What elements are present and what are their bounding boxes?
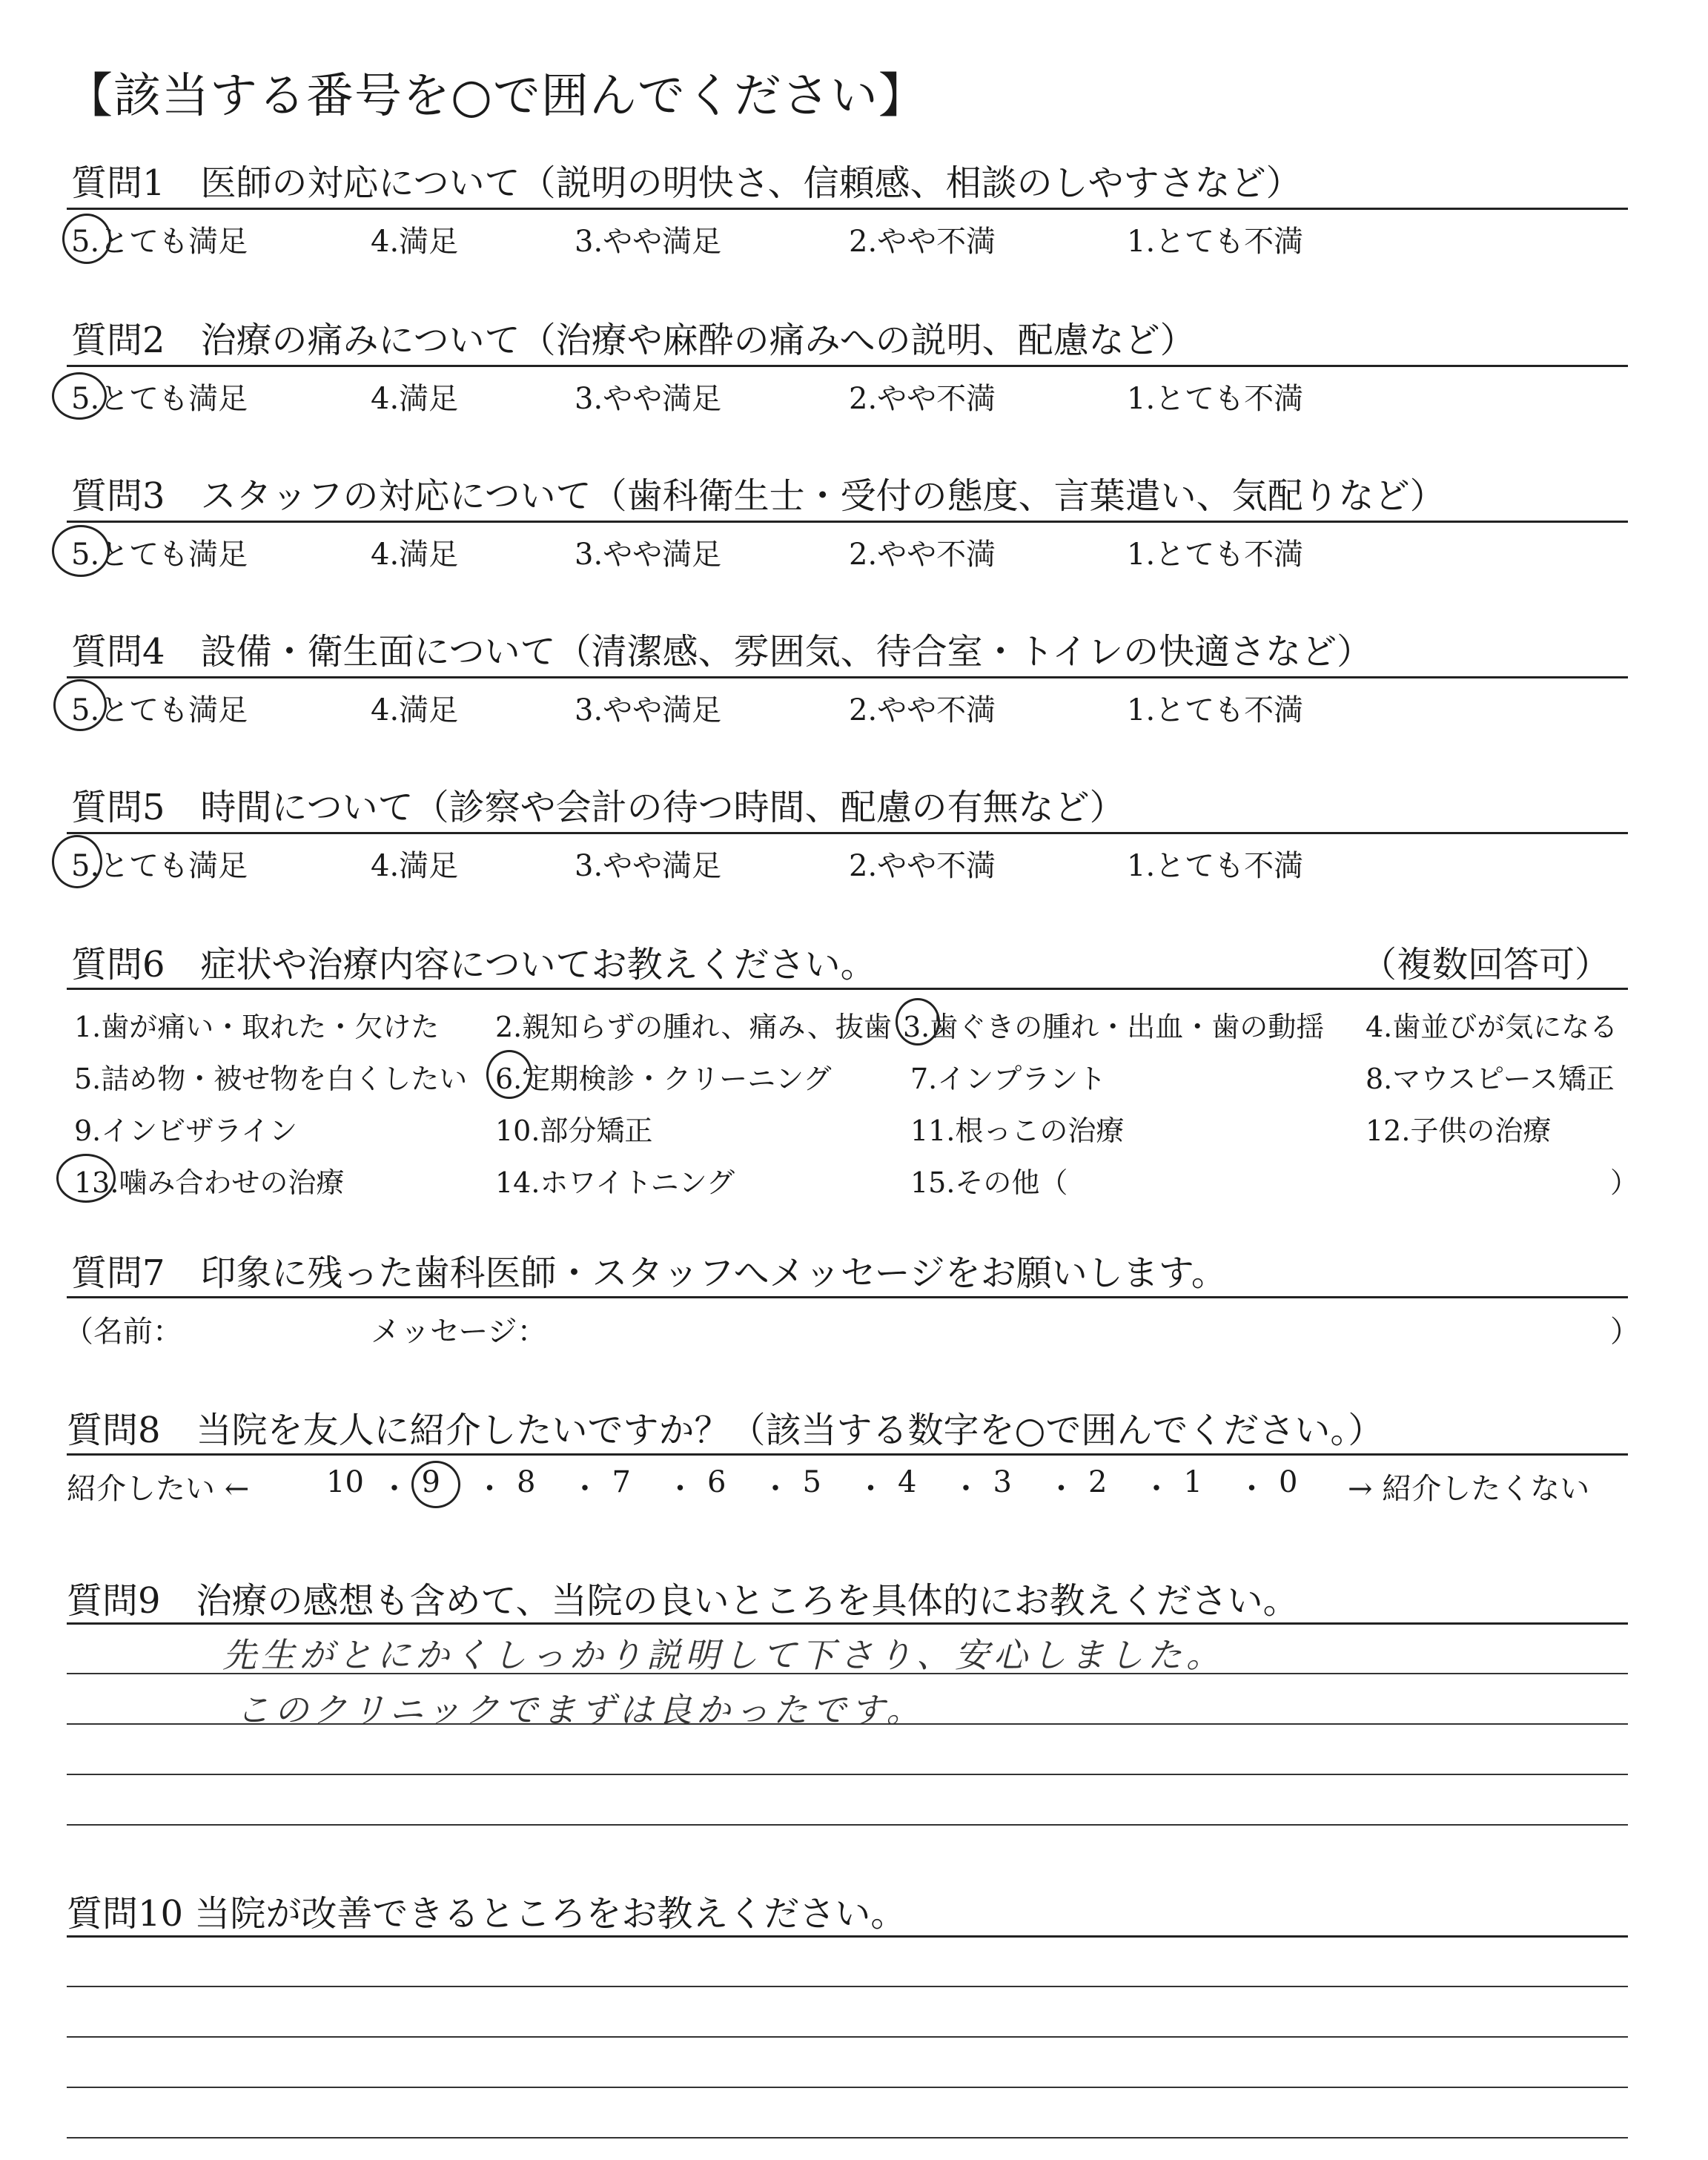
q6-item-6[interactable]: 6.定期検診・クリーニング (495, 1063, 832, 1095)
q4-option-4[interactable]: 4.満足 (371, 693, 459, 727)
q10-line-1[interactable] (67, 1935, 1628, 1938)
q2-option-5[interactable]: 5.とても満足 (71, 382, 248, 416)
q6-item-15[interactable]: 15.その他（ (910, 1166, 1068, 1199)
q10-line-3[interactable] (67, 2036, 1628, 2038)
q6-item-5[interactable]: 5.詰め物・被せ物を白くしたい (74, 1063, 468, 1095)
q2-option-1[interactable]: 1.とても不満 (1127, 382, 1304, 416)
q4-answer-circle (53, 679, 107, 731)
q5-option-4[interactable]: 4.満足 (371, 849, 459, 883)
q8-scale-1[interactable]: 1 (1183, 1465, 1202, 1499)
q4-option-2[interactable]: 2.やや不満 (849, 693, 996, 727)
q6-item-3[interactable]: 3.歯ぐきの腫れ・出血・歯の動揺 (903, 1011, 1325, 1043)
q1-option-1[interactable]: 1.とても不満 (1127, 225, 1304, 259)
q6-item-11[interactable]: 11.根っこの治療 (910, 1114, 1125, 1147)
q5-option-5[interactable]: 5.とても満足 (71, 849, 248, 883)
q8-scale-10[interactable]: 10 (326, 1465, 364, 1499)
question-2-title: 質問2 治療の痛みについて（治療や麻酔の痛みへの説明、配慮など） (71, 320, 1196, 361)
q9-line-5 (67, 1824, 1628, 1826)
q10-line-2[interactable] (67, 1986, 1628, 1987)
q3-option-2[interactable]: 2.やや不満 (849, 538, 996, 572)
q6-item-12[interactable]: 12.子供の治療 (1366, 1114, 1552, 1147)
q8-scale-2[interactable]: 2 (1088, 1465, 1108, 1499)
q6-item-13[interactable]: 13.噛み合わせの治療 (74, 1166, 345, 1199)
q6-selected-circle-13 (56, 1154, 116, 1203)
q3-answer-circle (52, 525, 110, 577)
question-3-title: 質問3 スタッフの対応について（歯科衛生士・受付の態度、言葉遣い、気配りなど） (71, 475, 1446, 517)
q7-close-paren: ） (1610, 1315, 1640, 1349)
q8-separator-dot: ・ (1237, 1472, 1267, 1506)
q3-option-3[interactable]: 3.やや満足 (575, 538, 722, 572)
q8-separator-dot: ・ (380, 1472, 409, 1506)
question-5-title: 質問5 時間について（診察や会計の待つ時間、配慮の有無など） (71, 787, 1125, 828)
q6-item-14[interactable]: 14.ホワイトニング (495, 1166, 735, 1199)
q8-separator-dot: ・ (1142, 1472, 1171, 1506)
q4-option-1[interactable]: 1.とても不満 (1127, 693, 1304, 727)
q9-handwritten-answer-line-2: このクリニックでまずは良かったです。 (236, 1690, 925, 1730)
q2-option-3[interactable]: 3.やや満足 (575, 382, 722, 416)
q7-message-label: メッセージ： (371, 1315, 547, 1349)
q6-selected-circle-3 (896, 998, 940, 1046)
q7-name-label: （名前： (64, 1315, 182, 1349)
question-8-title: 質問8 当院を友人に紹介したいですか？（該当する数字を○で囲んでください。） (67, 1410, 1384, 1451)
q8-separator-dot: ・ (761, 1472, 790, 1506)
q8-scale-5[interactable]: 5 (802, 1465, 821, 1499)
q6-item-8[interactable]: 8.マウスピース矯正 (1366, 1063, 1615, 1095)
question-1-title: 質問1 医師の対応について（説明の明快さ、信頼感、相談のしやすさなど） (71, 162, 1302, 204)
q8-selected-circle (411, 1461, 460, 1508)
question-2-rule (67, 365, 1628, 367)
q6-item-4[interactable]: 4.歯並びが気になる (1366, 1011, 1618, 1043)
q10-line-5[interactable] (67, 2137, 1628, 2138)
q6-item-10[interactable]: 10.部分矯正 (495, 1114, 653, 1147)
q5-option-2[interactable]: 2.やや不満 (849, 849, 996, 883)
q2-option-2[interactable]: 2.やや不満 (849, 382, 996, 416)
q10-line-4[interactable] (67, 2087, 1628, 2088)
q6-selected-circle-6 (486, 1050, 532, 1099)
q8-left-label: 紹介したい ← (67, 1472, 250, 1506)
page-title: 【該当する番号を○で囲んでください】 (65, 69, 927, 124)
q4-option-5[interactable]: 5.とても満足 (71, 693, 248, 727)
question-4-rule (67, 676, 1628, 678)
q5-option-3[interactable]: 3.やや満足 (575, 849, 722, 883)
q8-separator-dot: ・ (855, 1472, 886, 1506)
q2-option-4[interactable]: 4.満足 (371, 382, 459, 416)
q3-option-1[interactable]: 1.とても不満 (1127, 538, 1304, 572)
q8-scale-9[interactable]: 9 (421, 1465, 440, 1499)
q6-item-2[interactable]: 2.親知らずの腫れ、痛み、抜歯 (495, 1011, 892, 1043)
q5-option-1[interactable]: 1.とても不満 (1127, 849, 1304, 883)
q5-answer-circle (52, 835, 102, 888)
q9-line-1 (67, 1622, 1628, 1625)
q8-separator-dot: ・ (474, 1472, 505, 1506)
q1-option-5[interactable]: 5.とても満足 (71, 225, 248, 259)
q8-separator-dot: ・ (951, 1472, 981, 1506)
q1-option-4[interactable]: 4.満足 (371, 225, 459, 259)
question-6-title: 質問6 症状や治療内容についてお教えください。 (71, 944, 876, 985)
question-6-rule (67, 988, 1628, 990)
q8-scale-3[interactable]: 3 (993, 1465, 1012, 1499)
q1-option-2[interactable]: 2.やや不満 (849, 225, 996, 259)
q6-item-1[interactable]: 1.歯が痛い・取れた・欠けた (74, 1011, 440, 1043)
q3-option-5[interactable]: 5.とても満足 (71, 538, 248, 572)
q8-scale-4[interactable]: 4 (898, 1465, 917, 1499)
question-3-rule (67, 521, 1628, 523)
q6-item-9[interactable]: 9.インビザライン (74, 1114, 298, 1147)
question-4-title: 質問4 設備・衛生面について（清潔感、雰囲気、待合室・トイレの快適さなど） (71, 631, 1373, 673)
question-6-note: （複数回答可） (1361, 944, 1611, 985)
q6-item-15-close: ） (1610, 1166, 1639, 1199)
q4-option-3[interactable]: 3.やや満足 (575, 693, 722, 727)
q8-scale-0[interactable]: 0 (1279, 1465, 1298, 1499)
q6-item-7[interactable]: 7.インプラント (910, 1063, 1107, 1095)
q1-option-3[interactable]: 3.やや満足 (575, 225, 722, 259)
q3-option-4[interactable]: 4.満足 (371, 538, 459, 572)
q8-separator-dot: ・ (665, 1472, 695, 1506)
q9-handwritten-answer-line-1: 先生がとにかくしっかり説明して下さり、安心しました。 (222, 1635, 1225, 1675)
question-5-rule (67, 832, 1628, 834)
question-7-title: 質問7 印象に残った歯科医師・スタッフへメッセージをお願いします。 (71, 1252, 1227, 1294)
q8-right-label: → 紹介したくない (1348, 1472, 1590, 1506)
question-10-title: 質問10 当院が改善できるところをお教えください。 (67, 1893, 907, 1935)
question-7-rule (67, 1296, 1628, 1298)
q8-separator-dot: ・ (570, 1472, 600, 1506)
q8-scale-8[interactable]: 8 (517, 1465, 536, 1499)
q1-answer-circle (62, 214, 111, 264)
q8-scale-7[interactable]: 7 (612, 1465, 631, 1499)
q8-separator-dot: ・ (1046, 1472, 1076, 1506)
q9-line-4 (67, 1774, 1628, 1775)
q8-scale-6[interactable]: 6 (707, 1465, 726, 1499)
question-1-rule (67, 208, 1628, 210)
question-8-rule (67, 1453, 1628, 1456)
q2-answer-circle (52, 372, 107, 420)
question-9-title: 質問9 治療の感想も含めて、当院の良いところを具体的にお教えください。 (67, 1580, 1299, 1622)
